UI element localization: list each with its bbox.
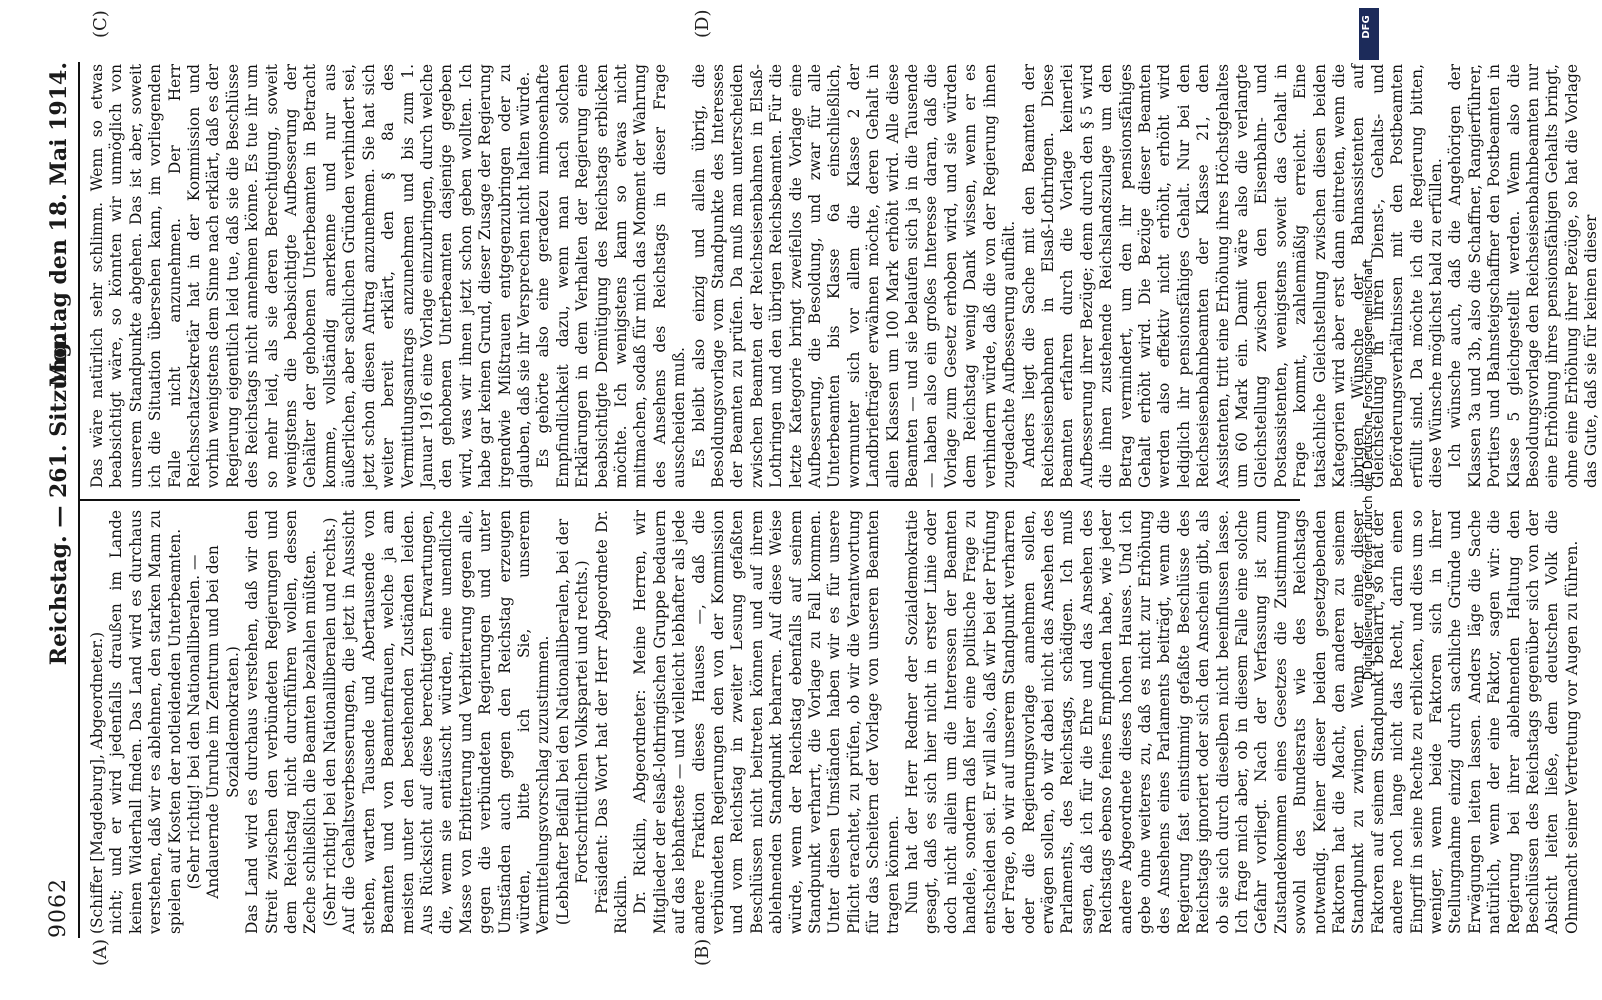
left-column-paragraph: Nun hat der Herr Redner der Sozialdemokratie gesagt, daß es sich hier nicht in erster Linie oder doch nicht allein um die Interessen der Beamten handele, sondern daß hier eine politische Frage zu entscheiden sei. Er will also, daß wir bei der Prüfung der Frage, ob wir auf unserem Standpunkt verharren oder die Regierungsvorlage annehmen sollen, erwägen sollen, ob wir dabei nicht das Ansehen des Parlaments, des Reichstags, schädigen. Ich muß sagen, daß ich für die Ehre und das Ansehen des Reichstags ebenso feines Empfinden habe, wie jeder andere Abgeordnete dieses hohen Hauses. Und ich gebe ohne weiteres zu, daß es nicht zur Erhöhung des Ansehens eines Parlaments beiträgt, wenn die Regierung fast einstimmig gefaßte Beschlüsse des Reichstags ignoriert oder sich den Anschein gibt, als ob sie sich durch dieselben nicht beeinflussen lasse. Ich frage mich aber, ob in diesem Falle eine solche Gefahr vorliegt. Nach der Verfassung ist zum Zustandekommen eines Gesetzes die Zustimmung sowohl des Bundesrats wie des Reichstags notwendig. Keiner dieser beiden gesetzgebenden Faktoren hat die Macht, den anderen zu seinem Standpunkt zu zwingen. Wenn der eine dieser Faktoren auf seinem Standpunkt beharrt, so hat der andere noch lange nicht das Recht, darin einen Eingriff in seine Rechte zu erblicken, und dies um so weniger, wenn beide Faktoren sich in ihrer Stellungnahme einzig durch sachliche Gründe und Erwägungen leiten lassen. Anders läge die Sache natürlich, wenn der eine Faktor, sagen wir: die Regierung bei ihrer ablehnenden Haltung den Beschlüssen des Reichstags gegenüber sich von der Absicht leiten ließe, dem deutschen Volk die Ohnmacht seiner Vertretung vor Augen zu führen. — [903, 510, 1581, 934]
left-column-paragraph: (Lebhafter Beifall bei den Nationalliberalen, bei der Fortschrittlichen Volkspartei und rechts.) — [553, 518, 592, 926]
page-number: 9062 — [46, 878, 71, 938]
right-column-paragraph: Es gehörte also eine geradezu mimosenhafte Empfindlichkeit dazu, wenn man nach solchen Erklärungen in dem Verhalten der Regierung eine beabsichtigte Demütigung des Reichstags erblicken möchte. Ich wenigstens kann so etwas nicht mitmachen, sodaß für mich das Moment der Wahrung des Ansehens des Reichstags in dieser Frage ausscheiden muß. — [534, 64, 689, 488]
right-column-paragraph: Anders liegt die Sache mit den Beamten der Reichseisenbahnen in Elsaß-Lothringen. Diese Beamten erfahren durch die Vorlage keinerlei Aufbesserung ihrer Bezüge; denn durch den § 5 wird die ihnen zustehende Reichslandszulage um den Betrag vermindert, um den ihr pensionsfähiges Gehalt erhöht wird. Die Bezüge dieser Beamten werden also effektiv nicht erhöht, erhöht wird lediglich ihr pensionsfähiges Gehalt. Nur bei den Reichseisenbahnbeamten der Klasse 21, den Assistenten, tritt eine Erhöhung ihres Höchstgehaltes um 60 Mark ein. Damit wäre also die verlangte Gleichstellung zwischen den Eisenbahn- und Postassistenten, wenigstens soweit das Gehalt in Frage kommt, zahlenmäßig erreicht. Eine tatsächliche Gleichstellung zwischen diesen beiden Kategorien wird aber erst dann eintreten, wenn die übrigen Wünsche der Bahnassistenten auf Gleichstellung in ihren Dienst-, Gehalts- und Beförderungsverhältnissen mit den Postbeamten erfüllt sind. Da möchte ich die Regierung bitten, diese Wünsche möglichst bald zu erfüllen. — [1019, 64, 1446, 488]
session-date: Montag den 18. Mai 1914. — [46, 62, 72, 387]
session-title: Reichstag. — 261. Sitzung. — [46, 334, 72, 666]
left-column-paragraph: (Sehr richtig! bei den Nationalliberalen und rechts.) — [320, 517, 339, 927]
right-column-paragraph: Ich wünsche auch, daß die Angehörigen der Klassen 3a und 3b, also die Schaffner, Rangierführer, Portiers und Bahnsteigschaffner den Postbeamten in Klasse 5 gleichgestellt werden. Wenn also die Besoldungsvorlage den Reichseisenbahnbeamten nur eine Erhöhung ihres pensionsfähigen Gehalts bringt, ohne eine Erhöhung ihrer Bezüge, so hat die Vorlage das Gute, daß sie für keinen dieser — [1446, 64, 1601, 488]
right-column-paragraph: Es bleibt also einzig und allein übrig, die Besoldungsvorlage vom Standpunkte des Interesses der Beamten zu prüfen. Da muß man unterscheiden zwischen Beamten der Reichseisenbahnen in Elsaß-Lothringen und den übrigen Reichsbeamten. Für die letzte Kategorie bringt zweifellos die Vorlage eine Aufbesserung, die Besoldung, und zwar für alle Unterbeamten bis Klasse 6a einschließlich, wormunter sich vor allem die Klasse 2 der Landbriefträger erwähnen möchte, deren Gehalt in allen Klassen um 100 Mark erhöht wird. Alle diese Beamten — und sie belaufen sich ja in die Tausende — haben also ein großes Interesse daran, daß die Vorlage zum Gesetz erhoben wird, und sie würden dem Reichstag wenig Dank wissen, wenn er es verhindern würde, daß die von der Regierung ihnen zugedachte Aufbesserung aufhält. — [689, 64, 1019, 488]
left-column — [88, 510, 1581, 934]
margin-marker-a: (A) — [90, 938, 111, 966]
margin-marker-d: (D) — [692, 9, 713, 38]
credit-text: Digitalisierung gefördert durch die Deutsche Forschungsgemeinschaft — [1361, 258, 1375, 680]
margin-marker-b: (B) — [692, 938, 713, 966]
left-column-paragraph: (Sehr richtig! bei den Nationalliberalen. — Andauernde Unruhe im Zentrum und bei den Sozialdemokraten.) — [185, 545, 242, 899]
margin-marker-c: (C) — [90, 10, 111, 38]
left-column-paragraph: Auf die Gehaltsverbesserungen, die jetzt in Aussicht stehen, warten Tausende und Abertausende von Beamten und von Beamtenfrauen, welche ja am meisten unter den bestehenden Zuständen leiden. Aus Rücksicht auf diese berechtigten Erwartungen, die, wenn sie enttäuscht würden, eine unendliche Masse von Erbitterung und Verbitterung gegen alle, gegen die verbündeten Regierungen und unter Umständen auch gegen den Reichstag erzeugen würden, bitte ich Sie, unserem Vermittelungsvorschlag zuzustimmen. — [340, 510, 553, 934]
dfg-logo-icon: DFG — [1359, 8, 1379, 60]
digitization-credit — [1355, 0, 1383, 1000]
left-column-paragraph: (Schiffer [Magdeburg], Abgeordneter.) — [88, 631, 106, 934]
right-column-paragraph: Das wäre natürlich sehr schlimm. Wenn so etwas beabsichtigt wäre, so könnten wir unmöglich von unserem Standpunkte abgehen. Das ist aber, soweit ich die Situation übersehen kann, im vorliegenden Falle nicht anzunehmen. Der Herr Reichsschatzsekretär hat in der Kommission und vorhin wenigstens dem Sinne nach erklärt, daß es der Regierung eigentlich leid tue, daß sie die Beschlüsse des Reichstags nicht annehmen könne. Es tue ihr um so mehr leid, als sie deren Berechtigung, soweit wenigstens die beabsichtigte Aufbesserung der Gehälter der gehobenen Unterbeamten in Betracht komme, vollständig anerkenne und nur aus äußerlichen, aber sachlichen Gründen verhindert sei, jetzt schon diesen Antrag anzunehmen. Sie hat sich weiter bereit erklärt, den § 8a des Vermittlungsantrags anzunehmen und bis zum 1. Januar 1916 eine Vorlage einzubringen, durch welche den gehobenen Unterbeamten dasjenige gegeben wird, was wir ihnen jetzt schon geben wollten. Ich habe gar keinen Grund, dieser Zusage der Regierung irgendwie Mißtrauen entgegenzubringen oder zu glauben, daß sie ihr Versprechen nicht halten würde. — [88, 64, 533, 488]
page-header — [40, 62, 76, 938]
left-column-paragraph: Dr. Ricklin, Abgeordneter: Meine Herren, wir Mitglieder der elsaß-lothringischen Gruppe bedauern auf das lebhafteste — und vielleicht lebhafter als jede andere Fraktion dieses Hauses —, daß die verbündeten Regierungen den von der Kommission und vom Reichstag in zweiter Lesung gefaßten Beschlüssen nicht beitreten können und auf ihrem ablehnenden Standpunkt beharren. Auf diese Weise würde, wenn der Reichstag ebenfalls auf seinem Standpunkt verharrt, die Vorlage zu Fall kommen. Unter diesen Umständen haben wir es für unsere Pflicht erachtet, zu prüfen, ob wir die Verantwortung für das Scheitern der Vorlage von unseren Beamten tragen können. — [631, 510, 902, 934]
column-divider — [80, 499, 1300, 501]
left-column-paragraph: Präsident: Das Wort hat der Herr Abgeordnete Dr. Ricklin. — [592, 510, 630, 934]
left-column-paragraph: Das Land wird es durchaus verstehen, daß wir den Streit zwischen den verbündeten Regierungen und dem Reichstag nicht durchführen wollen, dessen Zeche schließlich die Beamten bezahlen müßten. — [243, 510, 320, 934]
left-column-paragraph: nicht; und er wird jedenfalls draußen im Lande keinen Widerhall finden. Das Land wird es durchaus verstehen, daß wir es ablehnen, den starken Mann zu spielen auf Kosten der notleidenden Unterbeamten. — [107, 510, 184, 934]
